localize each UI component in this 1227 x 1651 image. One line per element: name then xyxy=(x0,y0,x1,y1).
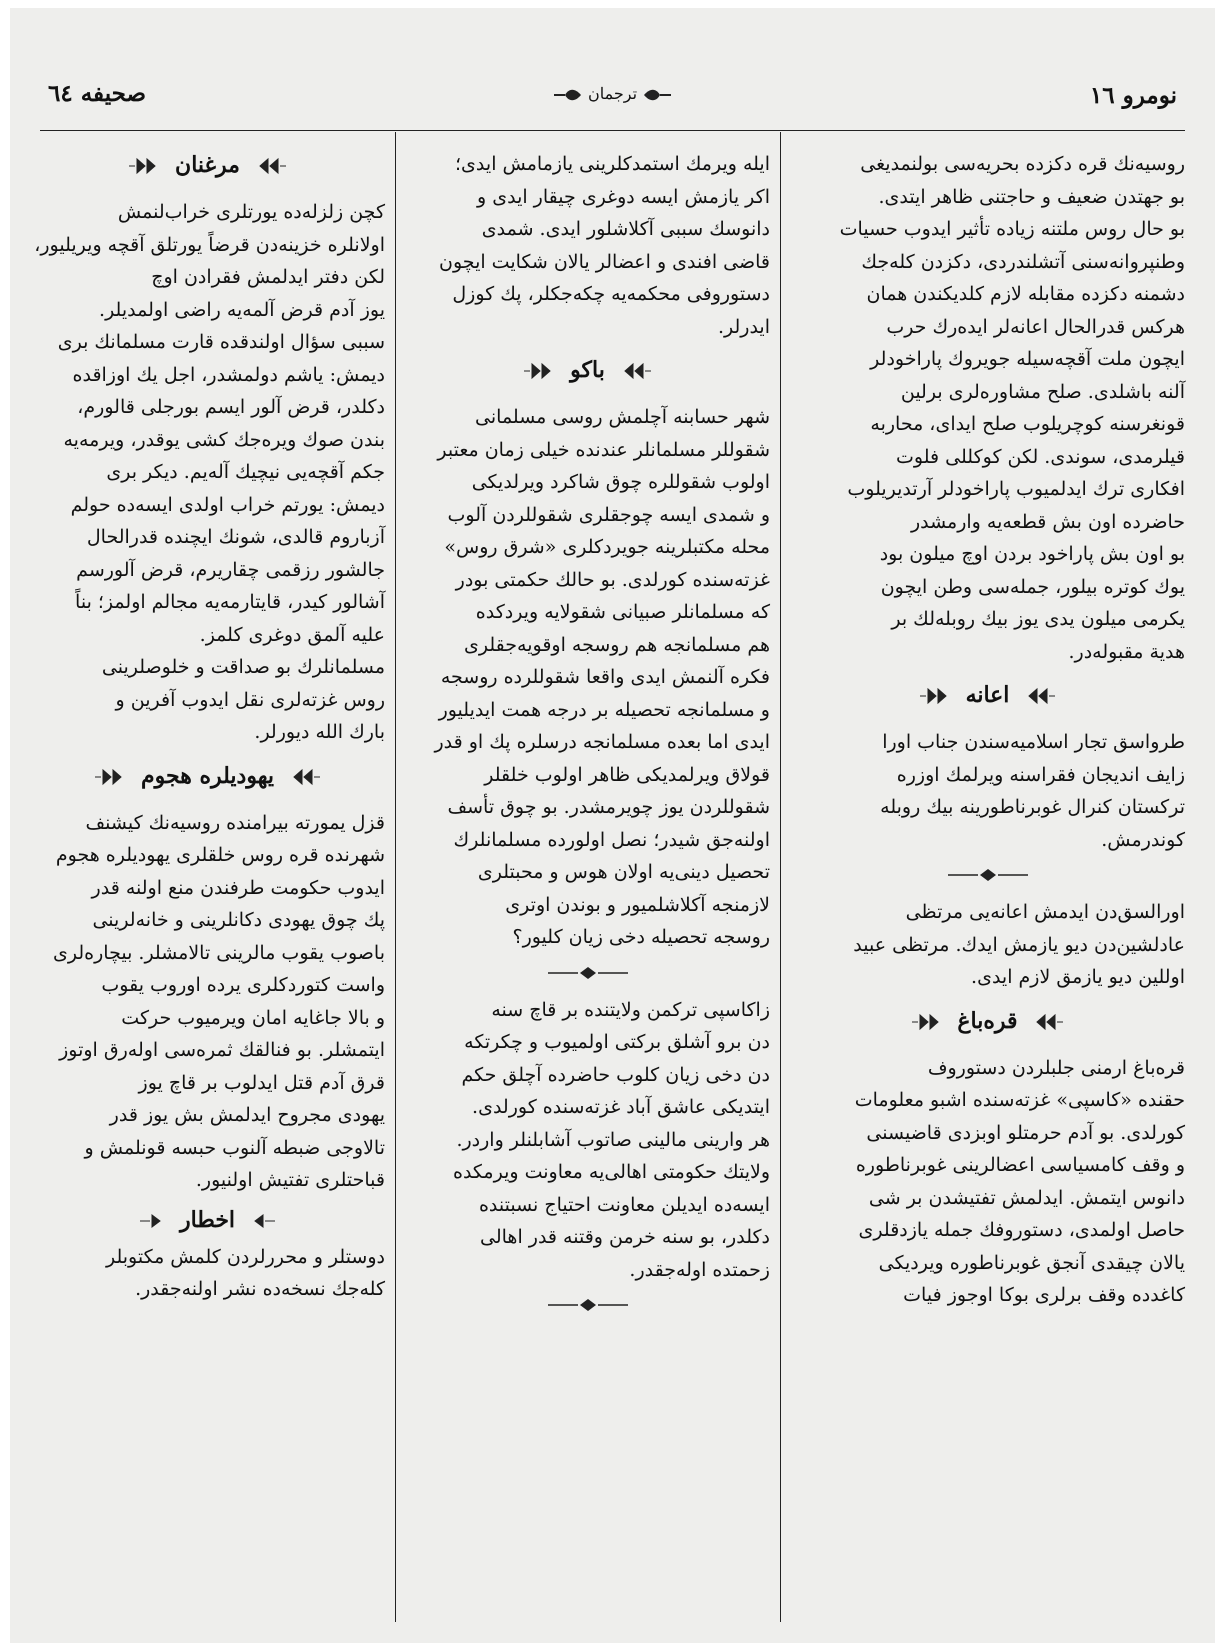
heading-text: قره‌باغ xyxy=(957,1007,1018,1034)
text-line: و وقف كامسياسى اعضالرينى غوبرناطوره xyxy=(855,1154,1185,1176)
text-line: آزباروم قالدى، شونك ايچنده قدرالحال xyxy=(86,526,385,548)
right-column xyxy=(790,148,1185,1312)
text-line: و مسلمانجه تحصيله بر درجه همت ايديليور xyxy=(438,698,770,721)
text-line: يوك كوتره بيلور، جمله‌سى وطن ايچون xyxy=(880,575,1185,598)
left-column xyxy=(30,148,385,1306)
page-number: صحيفه ٦٤ xyxy=(48,80,147,107)
text-line: حاصل اولمدى، دستوروفك جمله يازدقلرى xyxy=(858,1219,1185,1241)
text-line: بندن صوك ويره‌جك كشى يوقدر، ويرمه‌يه xyxy=(63,428,385,451)
heading-text: اعانه xyxy=(965,682,1010,708)
text-line: هدية مقبوله‌در. xyxy=(1068,640,1185,663)
text-line: تحصيل دينى‌يه اولان هوس و محبتلرى xyxy=(477,861,770,883)
text-line: لكن دفتر ايدلمش فقرادن اوچ xyxy=(151,266,385,288)
fleuron-icon xyxy=(1035,1012,1065,1032)
text-line: دوستلر و محررلردن كلمش مكتوبلر xyxy=(105,1245,385,1268)
text-line: روسجه تحصيله دخى زيان كليور؟ xyxy=(512,926,770,948)
text-line: دكلدر، قرض آلور ايسم بورجلى قالورم، xyxy=(77,396,385,418)
text-line: ايدوب حكومت طرفندن منع اولنه قدر xyxy=(91,876,385,899)
jews-article xyxy=(30,807,385,1197)
text-line: محله مكتبلرينه جويردكلرى «شرق روس» xyxy=(444,536,770,558)
fleuron-icon xyxy=(623,361,653,381)
text-line: دن برو آشلق بركتى اولميوب و چكرتكه xyxy=(464,1031,770,1053)
text-line: بو حال روس ملتنه زياده تأثير ايدوب حسيات xyxy=(839,218,1185,240)
text-line: شقوللردن يوز چويرمشدر. بو چوق تأسف xyxy=(447,796,770,818)
fleuron-icon xyxy=(1027,686,1057,706)
paper-title: ترجمان xyxy=(587,84,638,103)
text-line: عادلشين‌دن ديو يازمش ايدك. مرتظى عبيد xyxy=(853,933,1185,956)
text-line: قرق آدم قتل ايدلوب بر قاچ يوز xyxy=(138,1071,385,1094)
newspaper-page xyxy=(10,8,1215,1643)
text-line: سببى سؤال اولندقده قارت مسلمانك برى xyxy=(57,331,385,353)
paper-title-bar xyxy=(40,84,1185,103)
text-line: بو اون بش پاراخود بردن اوچ ميلون بود xyxy=(879,543,1185,565)
section-heading-marghinan xyxy=(30,148,385,182)
text-line: وطنپروانه‌سنى آتشلندردى، دكزدن كله‌جك xyxy=(861,250,1185,273)
text-line: قباحتلرى تفتيش اولنيور. xyxy=(195,1169,385,1191)
text-line: جكم آقچه‌يى نيچيك آله‌يم. ديكر برى xyxy=(106,461,385,483)
text-line: اوللين ديو يازمق لازم ايدى. xyxy=(971,966,1185,988)
text-line: كچن زلزله‌ده يورتلرى خراب‌لنمش xyxy=(117,201,385,223)
text-line: روسيه‌نك قره دكزده بحريه‌سى بولنمديغى xyxy=(860,153,1185,175)
fleuron-icon xyxy=(93,767,123,787)
text-line: هركس قدرالحال اعانه‌لر ايده‌رك حرب xyxy=(886,315,1185,338)
text-line: زحمتده اوله‌جقدر. xyxy=(629,1258,770,1281)
heading-text: يهوديلره هجوم xyxy=(141,762,274,789)
iane-article xyxy=(790,726,1185,856)
text-line: زاكاسپى تركمن ولايتنده بر قاچ سنه xyxy=(491,998,770,1021)
text-line: و بالا جاغايه امان ويرميوب حركت xyxy=(121,1006,385,1029)
middle-column xyxy=(405,148,770,1326)
text-line: قزل يمورته بيرامنده روسيه‌نك كيشنف xyxy=(85,811,385,834)
text-line: ايله ويرمك استمدكلرينى يازمامش ايدى؛ xyxy=(455,153,770,175)
section-heading-karabagh xyxy=(790,1004,1185,1038)
text-line: زايف انديجان فقراسنه ويرلمك اوزره xyxy=(896,763,1185,786)
text-line: لازمنجه آكلاشلميور و بوندن اوترى xyxy=(505,893,770,916)
text-line: ديمش: ياشم دولمشدر، اجل يك اوزاقده xyxy=(72,363,385,386)
text-line: بارك الله ديورلر. xyxy=(254,721,385,743)
text-line: غزته‌سنده كورلدى. بو حالك حكمتى بودر xyxy=(455,568,770,591)
text-line: جالشور رزقمى چقاريرم، قرض آلورسم xyxy=(76,558,385,581)
baku-article xyxy=(405,401,770,954)
section-heading-baku xyxy=(405,353,770,387)
text-line: اولوب شقوللره چوق شاكرد ويرلديكى xyxy=(471,471,770,493)
fleuron-icon xyxy=(522,361,552,381)
diamond-rule-icon xyxy=(948,868,1028,882)
fleuron-left-icon xyxy=(553,87,583,103)
text-line: قاضى افندى و اعضالر يالان شكايت ايچون xyxy=(439,250,770,273)
diamond-rule-icon xyxy=(548,1298,628,1312)
text-line: اولانلره خزينه‌دن قرضاً يورتلق آقچه ويريليور، xyxy=(34,233,385,256)
section-heading-notice xyxy=(30,1203,385,1237)
text-line: حاضرده اون بش قطعه‌يه وارمشدر xyxy=(910,510,1185,533)
fleuron-icon xyxy=(253,1212,277,1230)
fleuron-icon xyxy=(918,686,948,706)
text-line: دكلدر، بو سنه خرمن وقتنه قدر اهالى xyxy=(480,1226,770,1248)
issue-number: نومرو ١٦ xyxy=(1089,82,1177,109)
text-line: يوز آدم قرض آلمه‌يه راضى اولمديلر. xyxy=(99,298,385,321)
text-line: قونغرسنه كوچريلوب صلح ايداى، محاربه xyxy=(870,413,1185,435)
section-heading-iane xyxy=(790,678,1185,712)
fleuron-icon xyxy=(138,1212,162,1230)
separator xyxy=(790,862,1185,890)
zakaspi-article xyxy=(405,994,770,1287)
text-line: بو جهتدن ضعيف و حاجتنى ظاهر ايتدى. xyxy=(878,185,1185,208)
text-line: قيلرمدى، سوندى. لكن كوكللى فلوت xyxy=(896,445,1185,468)
text-line: كاغدده وقف برلرى بوكا اوجوز فيات xyxy=(903,1284,1185,1306)
text-line: ايدرلر. xyxy=(717,315,770,338)
text-line: شهر حسابنه آچلمش روسى مسلمانى xyxy=(475,406,770,428)
text-line: حقنده «كاسپى» غزته‌سنده اشبو معلومات xyxy=(854,1089,1185,1111)
separator xyxy=(405,1292,770,1320)
text-line: اورالسق‌دن ايدمش اعانه‌يى مرتظى xyxy=(905,901,1185,923)
text-line: كورلدى. بو آدم حرمتلو اوبزدى قاضيسنى xyxy=(866,1121,1185,1144)
text-line: ايتمشلر. بو فنالقك ثمره‌سى اوله‌رق اوتوز xyxy=(59,1039,385,1061)
text-line: روس غزته‌لرى نقل ايدوب آفرين و xyxy=(115,688,385,711)
text-line: شقوللر مسلمانلر عندنده خيلى زمان معتبر xyxy=(437,438,770,461)
text-line: ايتديكى عاشق آباد غزته‌سنده كورلدى. xyxy=(472,1096,770,1118)
text-line: قولاق ويرلمديكى ظاهر اولوب خلقلر xyxy=(484,763,770,786)
dastorov-continuation xyxy=(405,148,770,343)
text-line: طرواسق تجار اسلاميه‌سندن جناب اورا xyxy=(882,731,1185,753)
text-line: دن دخى زيان كلوب حاضرده آچلق حكم xyxy=(461,1063,770,1086)
text-line: تالاوجى ضبطه آلنوب حبسه قونلمش و xyxy=(84,1136,385,1159)
text-line: دانوسك سببى آكلاشلور ايدى. شمدى xyxy=(481,218,770,240)
heading-text: اخطار xyxy=(179,1206,236,1233)
text-line: باصوب يقوب مالرينى تالامشلر. بيچاره‌لرى xyxy=(53,941,385,964)
karabagh-article xyxy=(790,1052,1185,1312)
text-line: قره‌باغ ارمنى جلبلردن دستوروف xyxy=(927,1056,1185,1079)
text-line: عليه آلمق دوغرى كلمز. xyxy=(199,623,385,646)
text-line: ايسه‌ده ايديلن معاونت احتياج نسبتنده xyxy=(478,1193,770,1216)
column-divider-right xyxy=(780,132,781,1622)
text-line: كه مسلمانلر صبيانى شقولايه ويردكده xyxy=(475,601,770,623)
russian-fleet-article xyxy=(790,148,1185,668)
text-line: يكرمى ميلون يدى يوز بيك روبله‌لك بر xyxy=(891,608,1185,630)
marghinan-article xyxy=(30,196,385,749)
text-line: فكره آلنمش ايدى واقعا شقوللرده روسجه xyxy=(440,666,770,688)
heading-text: باكو xyxy=(570,357,605,383)
text-line: هر وارينى مالينى صاتوب آشابلنلر واردر. xyxy=(456,1128,770,1151)
text-line: آشالور كيدر، قايتارمه‌يه مجالم اولمز؛ بناً xyxy=(75,591,385,613)
text-line: واست كتوردكلرى يرده اوروب يقوب xyxy=(101,974,385,996)
heading-text: مرغنان xyxy=(175,152,240,178)
text-line: تركستان كنرال غوبرناطورينه بيك روبله xyxy=(880,796,1185,818)
fleuron-icon xyxy=(127,156,157,176)
text-line: مسلمانلرك بو صداقت و خلوصلرينى xyxy=(101,656,385,678)
header-rule xyxy=(40,130,1185,131)
fleuron-right-icon xyxy=(642,87,672,103)
text-line: كله‌جك نسخه‌ده نشر اولنه‌جقدر. xyxy=(135,1278,385,1300)
text-line: شهرنده قره روس خلقلرى يهوديلره هجوم xyxy=(55,844,385,866)
text-line: هم مسلمانجه هم روسجه اوقويه‌جقلرى xyxy=(464,633,770,656)
masthead xyxy=(40,70,1185,120)
section-heading-jews xyxy=(30,759,385,793)
text-line: يالان چيقدى آنجق غوبرناطوره ويرديكى xyxy=(878,1251,1185,1274)
text-line: ايدى اما بعده مسلمانجه درسلره پك او قدر xyxy=(434,731,770,753)
column-divider-left xyxy=(395,132,396,1622)
text-line: يهودى مجروح ايدلمش بش يوز قدر xyxy=(109,1104,385,1126)
separator xyxy=(405,960,770,988)
correction-notice xyxy=(790,896,1185,994)
text-line: كوندرمش. xyxy=(1101,828,1185,851)
text-line: دستوروفى محكمه‌يه چكه‌جكلر، پك كوزل xyxy=(452,283,770,305)
text-line: افكارى ترك ايدلميوب پاراخودلر آرتديريلوب xyxy=(847,478,1185,500)
text-line: پك چوق يهودى دكانلرينى و خانه‌لرينى xyxy=(92,909,385,931)
notice-article xyxy=(30,1241,385,1306)
text-line: ولايتك حكومتى اهالى‌يه معاونت ويرمكده xyxy=(453,1161,770,1183)
text-line: و شمدى ايسه چوجقلرى شقوللردن آلوب xyxy=(447,503,770,526)
text-line: اكر يازمش ايسه دوغرى چيقار ايدى و xyxy=(477,185,770,208)
fleuron-icon xyxy=(910,1012,940,1032)
text-line: دشمنه دكزده مقابله لازم كلديكندن همان xyxy=(866,283,1185,305)
text-line: اولنه‌جق شيدر؛ نصل اولورده مسلمانلرك xyxy=(453,828,770,851)
fleuron-icon xyxy=(258,156,288,176)
text-line: ديمش: يورتم خراب اولدى ايسه‌ده حولم xyxy=(70,493,385,516)
fleuron-icon xyxy=(292,767,322,787)
text-line: دانوس ايتمش. ايدلمش تفتيشدن بر شى xyxy=(868,1186,1185,1209)
diamond-rule-icon xyxy=(548,966,628,980)
text-line: آلنه باشلدى. صلح مشاوره‌لرى برلين xyxy=(900,380,1185,403)
text-line: ايچون ملت آقچه‌سيله جويروك پاراخودلر xyxy=(870,348,1185,370)
